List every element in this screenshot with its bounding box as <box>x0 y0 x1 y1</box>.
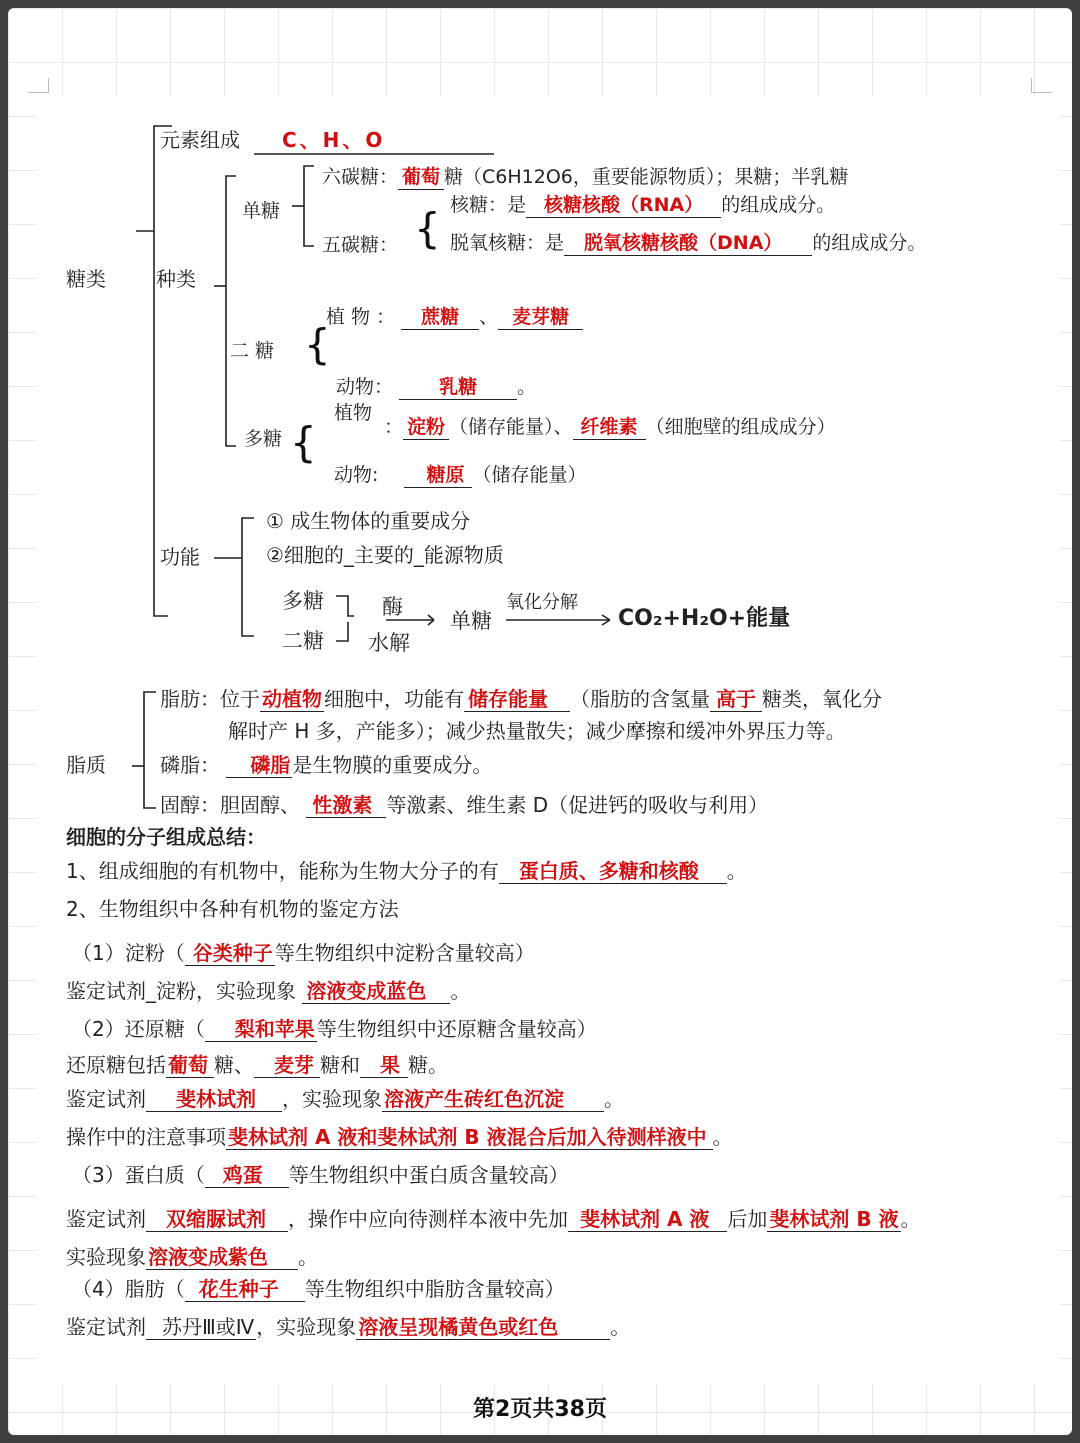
s2-a1: 葡萄 <box>166 1053 214 1078</box>
s2-res-label: ，实验现象 <box>282 1087 382 1111</box>
s1-tail: 等生物组织中淀粉含量较高） <box>274 941 535 965</box>
element-answer: C、H、O <box>282 128 386 152</box>
poly-label: 多糖 <box>244 428 283 450</box>
di-plant-answer1: 蔗糖 <box>401 305 479 330</box>
crop-mark <box>28 78 49 93</box>
element-label: 元素组成 <box>160 128 240 152</box>
s4-reag: 苏丹Ⅲ或Ⅳ <box>146 1315 256 1340</box>
s2-res: 溶液产生砖红色沉淀 <box>382 1087 604 1112</box>
s2-head: （2）还原糖（ <box>72 1017 205 1041</box>
deoxy-answer: 脱氧核糖核酸（DNA） <box>564 231 812 256</box>
carb-root-label: 糖类 <box>66 267 106 291</box>
poly-plant-answer2: 纤维素 <box>573 415 646 440</box>
s3-then: 后加 <box>727 1207 768 1231</box>
di-sep: 、 <box>479 306 499 328</box>
mono-label: 单糖 <box>242 200 281 222</box>
flow-di: 二糖 <box>282 629 324 653</box>
s3-reagent-row <box>66 1206 921 1232</box>
fat-row <box>160 686 882 712</box>
s2-t3: 糖。 <box>408 1053 448 1077</box>
flow-poly: 多糖 <box>282 589 324 613</box>
fat-t2: 细胞中，功能有 <box>324 687 464 711</box>
poly-plant-note1: （储存能量）、 <box>449 416 573 438</box>
flow-product: CO₂+H₂O+能量 <box>618 606 791 631</box>
l1-text: 1、组成细胞的有机物中，能称为生物大分子的有 <box>66 859 499 883</box>
brace-di: { <box>304 320 331 369</box>
phos-answer: 磷脂 <box>226 753 292 778</box>
s2-a2: 麦芽 <box>254 1053 320 1078</box>
poly-plant-row <box>384 414 836 440</box>
s3-reag: 双缩脲试剂 <box>146 1207 288 1232</box>
s3-res: 溶液变成紫色 <box>146 1245 298 1270</box>
s3-period: 。 <box>900 1207 921 1231</box>
flow-mono: 单糖 <box>450 609 492 633</box>
flow-enzyme: 酶 <box>382 595 403 619</box>
s2-head-row <box>72 1016 597 1042</box>
pentose-label: 五碳糖： <box>322 234 399 256</box>
di-plant-answer2: 麦芽糖 <box>498 305 583 330</box>
s3-result-row <box>66 1244 318 1270</box>
sterol-row <box>160 792 768 818</box>
s3-tail: 等生物组织中蛋白质含量较高） <box>288 1163 569 1187</box>
s2-reagent-row <box>66 1086 624 1112</box>
s2-reag: 斐林试剂 <box>146 1087 282 1112</box>
func-item2: ②细胞的_主要的_能源物质 <box>266 543 504 567</box>
deoxy-text: 脱氧核糖：是 <box>450 232 565 254</box>
deoxy-row <box>450 230 926 256</box>
s1-test: 鉴定试剂_淀粉，实验现象 <box>66 979 296 1003</box>
s1-period: 。 <box>450 979 471 1003</box>
hexose-answer: 葡萄 <box>398 165 444 190</box>
flow-hydrolysis: 水解 <box>368 631 410 655</box>
di-plant-label: 植 物 ： <box>326 306 396 328</box>
s4-head-row <box>72 1276 565 1302</box>
s3-res-period: 。 <box>298 1245 318 1269</box>
func-item1: ① 成生物体的重要成分 <box>266 509 471 533</box>
s4-reagent-row <box>66 1314 630 1340</box>
summary-line2: 2、生物组织中各种有机物的鉴定方法 <box>66 897 399 921</box>
s2-period: 。 <box>604 1087 624 1111</box>
sterol-answer: 性激素 <box>306 793 386 818</box>
ribose-tail: 的组成成分。 <box>721 194 836 216</box>
di-period: 。 <box>517 376 537 398</box>
s4-tail: 等生物组织中脂肪含量较高） <box>304 1277 565 1301</box>
s3-op: ，操作中应向待测样本液中先加 <box>288 1207 568 1231</box>
fat-label: 脂肪： <box>160 687 220 711</box>
poly-colon: ： <box>384 416 404 438</box>
s1-head-row <box>72 940 535 966</box>
s3-a2: 斐林试剂 B 液 <box>769 1207 899 1231</box>
s4-head: （4）脂肪（ <box>72 1277 185 1301</box>
deoxy-tail: 的组成成分。 <box>812 232 927 254</box>
sterol-t2: 等激素、维生素 D（促进钙的吸收与利用） <box>386 793 769 817</box>
s2-note: 斐林试剂 A 液和斐林试剂 B 液混合后加入待测样液中 <box>226 1125 713 1150</box>
brace-pentose: { <box>414 204 441 253</box>
s4-answer: 花生种子 <box>185 1277 305 1302</box>
s3-head-row <box>72 1162 569 1188</box>
poly-animal-label: 动物: <box>334 464 379 486</box>
sterol-t1: 胆固醇、 <box>220 793 300 817</box>
di-plant-row <box>326 304 583 330</box>
grid-paper-background <box>8 8 1072 1435</box>
hexose-row <box>322 164 848 190</box>
s2-note-row <box>66 1124 733 1150</box>
s2-t2: 糖和 <box>320 1053 360 1077</box>
poly-plant-note2: （细胞壁的组成成分） <box>645 416 836 438</box>
s2-inc: 还原糖包括 <box>66 1053 166 1077</box>
s2-note-label: 操作中的注意事项 <box>66 1125 226 1149</box>
flow-oxidation: 氧化分解 <box>506 592 578 613</box>
fat-t3: （脂肪的含氢量 <box>570 687 710 711</box>
func-label: 功能 <box>160 545 200 569</box>
page-number-footer: 第2页共38页 <box>473 1397 607 1422</box>
crop-mark <box>1031 78 1052 93</box>
phos-label: 磷脂： <box>160 753 220 777</box>
s3-res-label: 实验现象 <box>66 1245 146 1269</box>
s2-note-period: 。 <box>712 1125 733 1149</box>
summary-heading: 细胞的分子组成总结： <box>66 825 266 849</box>
s3-head: （3）蛋白质（ <box>72 1163 205 1187</box>
s3-answer: 鸡蛋 <box>205 1163 289 1188</box>
s4-res: 溶液呈现橘黄色或红色 <box>356 1315 610 1340</box>
poly-animal-row <box>334 462 586 488</box>
s2-reag-label: 鉴定试剂 <box>66 1087 146 1111</box>
di-label: 二 糖 <box>230 340 275 362</box>
hexose-label: 六碳糖： <box>322 166 399 188</box>
ribose-answer: 核糖核酸（RNA） <box>526 193 721 218</box>
s1-head: （1）淀粉（ <box>72 941 185 965</box>
s4-res-label: ，实验现象 <box>256 1315 357 1339</box>
ribose-row <box>450 192 835 218</box>
fat-a2: 储存能量 <box>464 687 570 712</box>
fat-line2: 解时产 H 多，产能多）；减少热量散失；减少摩擦和缓冲外界压力等。 <box>228 719 846 743</box>
kind-label: 种类 <box>156 267 196 291</box>
di-animal-label: 动物： <box>336 376 394 398</box>
poly-animal-note: （储存能量） <box>472 464 587 486</box>
sterol-label: 固醇： <box>160 793 220 817</box>
fat-a1: 动植物 <box>262 687 322 711</box>
hexose-text: 糖（C6H12O6，重要能源物质）；果糖；半乳糖 <box>444 166 849 188</box>
s1-answer: 谷类种子 <box>185 941 275 966</box>
s2-includes-row <box>66 1052 448 1078</box>
phos-row <box>160 752 492 778</box>
l1-tail: 。 <box>726 859 747 883</box>
s2-a3: 果 <box>360 1053 408 1078</box>
s4-reag-label: 鉴定试剂 <box>66 1315 146 1339</box>
fat-t4: 糖类，氧化分 <box>762 687 882 711</box>
document-page <box>36 96 1060 1384</box>
di-animal-answer: 乳糖 <box>399 375 517 400</box>
s3-a1: 斐林试剂 A 液 <box>568 1207 727 1232</box>
brace-poly: { <box>290 418 317 467</box>
phos-tail: 是生物膜的重要成分。 <box>292 753 493 777</box>
l1-answer: 蛋白质、多糖和核酸 <box>499 859 727 884</box>
s1-test-row <box>66 978 470 1004</box>
poly-plant-label: 植物 <box>334 402 373 424</box>
s1-result: 溶液变成蓝色 <box>302 979 450 1004</box>
poly-plant-answer1: 淀粉 <box>403 415 449 440</box>
ribose-text: 核糖：是 <box>450 194 527 216</box>
poly-animal-answer: 糖原 <box>404 463 472 488</box>
s4-period: 。 <box>610 1315 631 1339</box>
summary-line1 <box>66 858 747 884</box>
di-animal-row <box>336 374 536 400</box>
s2-tail: 等生物组织中还原糖含量较高） <box>316 1017 597 1041</box>
fat-t1: 位于 <box>220 687 260 711</box>
s3-reag-label: 鉴定试剂 <box>66 1207 146 1231</box>
fat-a3: 高于 <box>710 687 762 712</box>
s2-answer: 梨和苹果 <box>205 1017 317 1042</box>
s2-t1: 糖、 <box>214 1053 254 1077</box>
lipid-root-label: 脂质 <box>66 753 106 777</box>
